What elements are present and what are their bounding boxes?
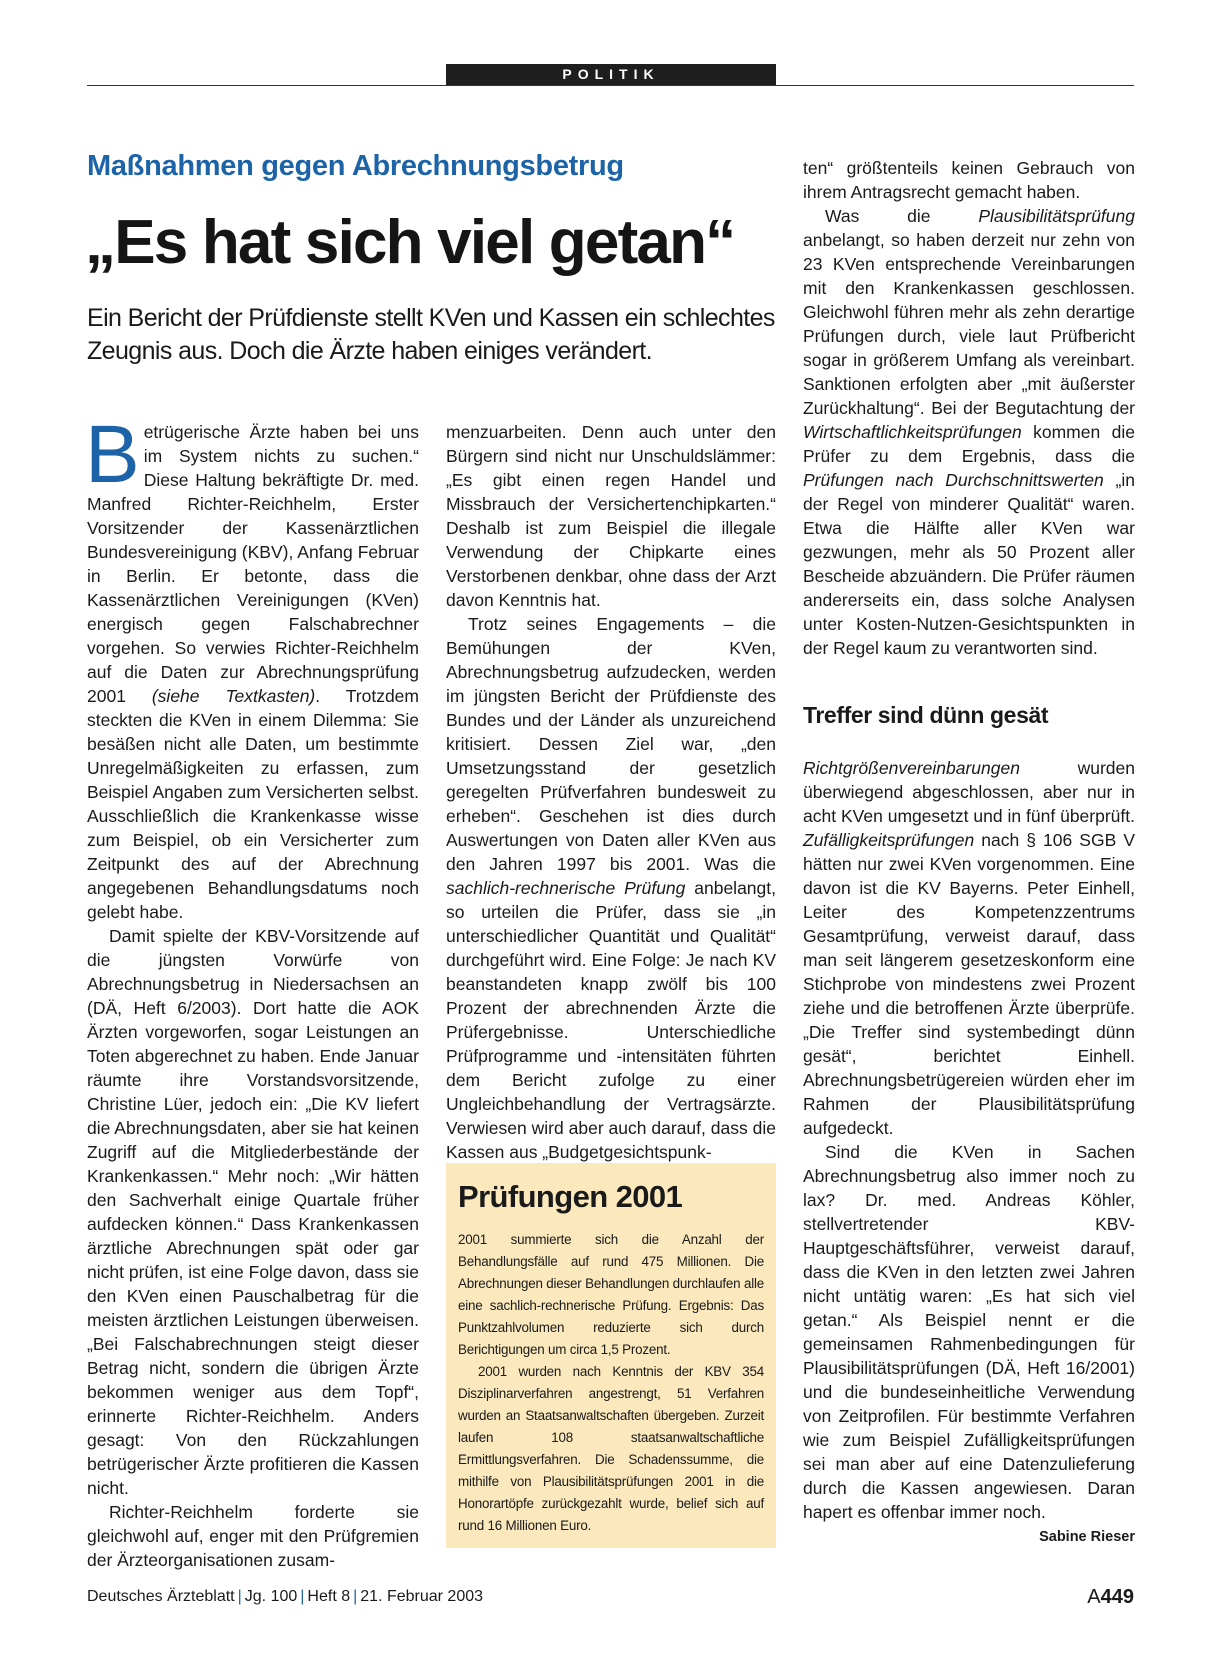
info-box — [446, 1163, 776, 1548]
text-run: etrügerische Ärzte haben bei uns im System nichts zu suchen.“ Diese Haltung bekräftigte Dr. med. Manfred Richter-Reichhelm, Erster Vorsitzender der Kassenärztlichen Bundesvereinigung (KBV), Anfang Februar in Berlin. Er betonte, dass die Kassenärztlichen Vereinigungen (KVen) energisch gegen Falschabrechner vorgehen. So verwies Richter-Reichhelm auf die Daten zur Abrechnungsprüfung 2001 — [87, 422, 419, 706]
text-run-italic: Richtgrößenvereinbarungen — [803, 758, 1020, 778]
text-run: . Trotzdem steckten die KVen in einem Dilemma: Sie besäßen nicht alle Daten, um bestimmte Unregelmäßigkeiten zu erfassen, zum Beispiel Angaben zum Versicherten selbst. Ausschließlich die Krankenkasse wisse zum Beispiel, ob ein Versicherter zum Zeitpunkt des auf der Abrechnung angegebenen Behandlungsdatums noch gelebt habe. — [87, 686, 419, 922]
footer-separator: | — [353, 1588, 358, 1605]
article-column-1 — [85, 409, 419, 1572]
page-number-value: 449 — [1100, 1586, 1134, 1608]
paragraph: menzuarbeiten. Denn auch unter den Bürgern sind nicht nur Unschuldslämmer: „Es gibt einen regen Handel und Missbrauch der Versichertenchipkarten.“ Deshalb ist zum Beispiel die illegale Verwendung der Chipkarte eines Verstorbenen denkbar, ohne dass der Arzt davon Kenntnis hat. — [446, 422, 776, 610]
paragraph: Damit spielte der KBV-Vorsitzende auf die jüngsten Vorwürfe von Abrechnungsbetrug in Niedersachsen an (DÄ, Heft 6/2003). Dort hatte die AOK Ärzten vorgeworfen, sogar Leistungen an Toten abgerechnet zu haben. Ende Januar räumte ihre Vorstandsvorsitzende, Christine Lüer, jedoch ein: „Die KV liefert die Abrechnungsdaten, aber sie hat keinen Zugriff auf die Mitgliederbestände der Krankenkassen.“ Mehr noch: „Wir hätten den Sachverhalt einige Quartale früher aufdecken können.“ Dass Krankenkassen ärztliche Abrechnungen spät oder gar nicht prüfen, ist eine Folge davon, dass sie den KVen einen Pauschalbetrag für die meisten ärztlichen Leistungen überweisen. „Bei Falschabrechnungen steigt dieser Betrag nicht, sondern die übrigen Ärzte bekommen weniger aus dem Topf“, erinnerte Richter-Reichhelm. Anders gesagt: Von den Rückzahlungen betrügerischer Ärzte profitieren die Kassen nicht. — [87, 926, 419, 1498]
journal-name: Deutsches Ärzteblatt — [87, 1588, 235, 1605]
journal-volume: Jg. 100 — [244, 1588, 298, 1605]
paragraph — [446, 612, 776, 1164]
text-run: Sind die KVen in Sachen Abrechnungsbetrug also immer noch zu lax? Dr. med. Andreas Köhler, stellvertretender KBV-Hauptgeschäftsführer, verweist darauf, dass die KVen in den letzten zwei Jahren nicht untätig waren: „Es hat sich viel getan.“ Als Beispiel nennt er die gemeinsamen Rahmenbedingungen für Plausibilitätsprüfungen (DÄ, Heft 16/2001) und die bundeseinheitliche Verwendung von Zeitprofilen. Für bestimmte Verfahren wie zum Beispiel Zufälligkeitsprüfungen sei man aber auf eine Datenzulieferung durch die Kassen angewiesen. Daran hapert es offenbar immer noch. — [803, 1142, 1135, 1522]
info-box-paragraph: 2001 summierte sich die Anzahl der Behandlungsfälle auf rund 475 Millionen. Die Abrechnungen dieser Behandlungen durchlaufen alle eine sachlich-rechnerische Prüfung. Ergebnis: Das Punktzahlvolumen reduzierte sich durch Berichtigungen um circa 1,5 Prozent. — [458, 1232, 764, 1357]
drop-cap: B — [85, 409, 140, 500]
section-label: POLITIK — [446, 64, 776, 85]
text-run: kommen die Prüfer zu dem Ergebnis, dass die — [803, 422, 1135, 466]
paragraph: Richter-Reichhelm forderte sie gleichwohl auf, enger mit den Prüfgremien der Ärzteorganisationen zusam- — [87, 1502, 419, 1570]
text-run: anbelangt, so haben derzeit nur zehn von 23 KVen entsprechende Vereinbarungen mit den Krankenkassen geschlossen. Gleichwohl führen mehr als zehn derartige Prüfungen durch, viele laut Prüfbericht sogar in größerem Umfang als vereinbart. Sanktionen erfolgten aber „mit äußerster Zurückhaltung“. Bei der Begutachtung der — [803, 230, 1135, 418]
paragraph — [803, 1140, 1135, 1545]
page-number — [1087, 1582, 1134, 1612]
text-run-italic: Zufälligkeitsprüfungen — [803, 830, 975, 850]
text-run: wurden überwiegend abgeschlossen, aber nur in acht KVen umgesetzt und in fünf überprüft. — [803, 758, 1135, 826]
issue-date: 21. Februar 2003 — [360, 1588, 484, 1605]
text-run-italic: (siehe Textkasten) — [151, 686, 316, 706]
article-teaser: Ein Bericht der Prüfdienste stellt KVen und Kassen ein schlechtes Zeugnis aus. Doch die Ärzte haben einiges verändert. — [87, 304, 775, 365]
page-prefix: A — [1087, 1586, 1101, 1608]
paragraph — [85, 409, 419, 924]
paragraph — [803, 756, 1135, 1140]
text-run: „in der Regel von minderer Qualität“ waren. Etwa die Hälfte aller KVen war gezwungen, mehr als 50 Prozent aller Bescheide abzuändern. Die Prüfer räumen andererseits ein, dass solche Analysen unter Kosten-Nutzen-Gesichtspunkten in der Regel kaum zu verantworten sind. — [803, 470, 1135, 658]
text-run-italic: Prüfungen nach Durchschnittswerten — [803, 470, 1104, 490]
footer-separator: | — [237, 1588, 242, 1605]
article-column-3 — [803, 156, 1135, 1549]
page-footer — [87, 1582, 1134, 1612]
info-box-title: Prüfungen 2001 — [458, 1179, 683, 1214]
paragraph: ten“ größtenteils keinen Gebrauch von ihrem Antragsrecht gemacht haben. — [803, 158, 1135, 202]
author-byline: Sabine Rieser — [1039, 1529, 1135, 1545]
journal-issue: Heft 8 — [307, 1588, 351, 1605]
text-run-italic: sachlich-rechnerische Prüfung — [446, 878, 686, 898]
article-column-2 — [446, 420, 776, 1164]
article-kicker: Maßnahmen gegen Abrechnungsbetrug — [87, 150, 624, 182]
footer-separator: | — [300, 1588, 305, 1605]
text-run: anbelangt, so urteilen die Prüfer, dass sie „in unterschiedlicher Quantität und Qualität“ durchgeführt wird. Eine Folge: Je nach KV beanstandeten knapp zwölf bis 100 Prozent der abrechnenden Ärzte die Prüfergebnisse. Unterschiedliche Prüfprogramme und -intensitäten führten dem Bericht zufolge zu einer Ungleichbehandlung der Vertragsärzte. Verwiesen wird aber auch darauf, dass die Kassen aus „Budgetgesichtspunk- — [446, 878, 776, 1162]
header-rule — [87, 85, 1134, 86]
info-box-paragraph: 2001 wurden nach Kenntnis der KBV 354 Disziplinarverfahren angestrengt, 51 Verfahren wurden an Staatsanwaltschaften übergeben. Zurzeit laufen 108 staatsanwaltschaftliche Ermittlungsverfahren. Die Schadenssumme, die mithilfe von Plausibilitätsprüfungen 2001 in die Honorartöpfe zurückgezahlt wurde, belief sich auf rund 16 Millionen Euro. — [458, 1364, 764, 1533]
article-headline: „Es hat sich viel getan“ — [85, 208, 735, 277]
subheading: Treffer sind dünn gesät — [803, 702, 1049, 728]
text-run: Was die — [825, 206, 979, 226]
text-run-italic: Plausibilitätsprüfung — [978, 206, 1135, 226]
text-run-italic: Wirtschaftlichkeitsprüfungen — [803, 422, 1022, 442]
text-run: nach § 106 SGB V hätten nur zwei KVen vorgenommen. Eine davon ist die KV Bayerns. Peter Einhell, Leiter des Kompetenzzentrums Gesamtprüfung, verweist darauf, dass man seit längerem gesetzeskonform eine Stichprobe von mindestens zwei Prozent ziehe und die betroffenen Ärzte überprüfe. „Die Treffer sind systembedingt dünn gesät“, berichtet Einhell. Abrechnungsbetrügereien würden eher im Rahmen der Plausibilitätsprüfung aufgedeckt. — [803, 830, 1135, 1138]
paragraph — [803, 204, 1135, 660]
text-run: Trotz seines Engagements – die Bemühungen der KVen, Abrechnungsbetrug aufzudecken, werden im jüngsten Bericht der Prüfdienste des Bundes und der Länder als unzureichend kritisiert. Dessen Ziel war, „den Umsetzungsstand der gesetzlich geregelten Prüfverfahren bundesweit zu erheben“. Geschehen ist dies durch Auswertungen von Daten aller KVen aus den Jahren 1997 bis 2001. Was die — [446, 614, 776, 874]
